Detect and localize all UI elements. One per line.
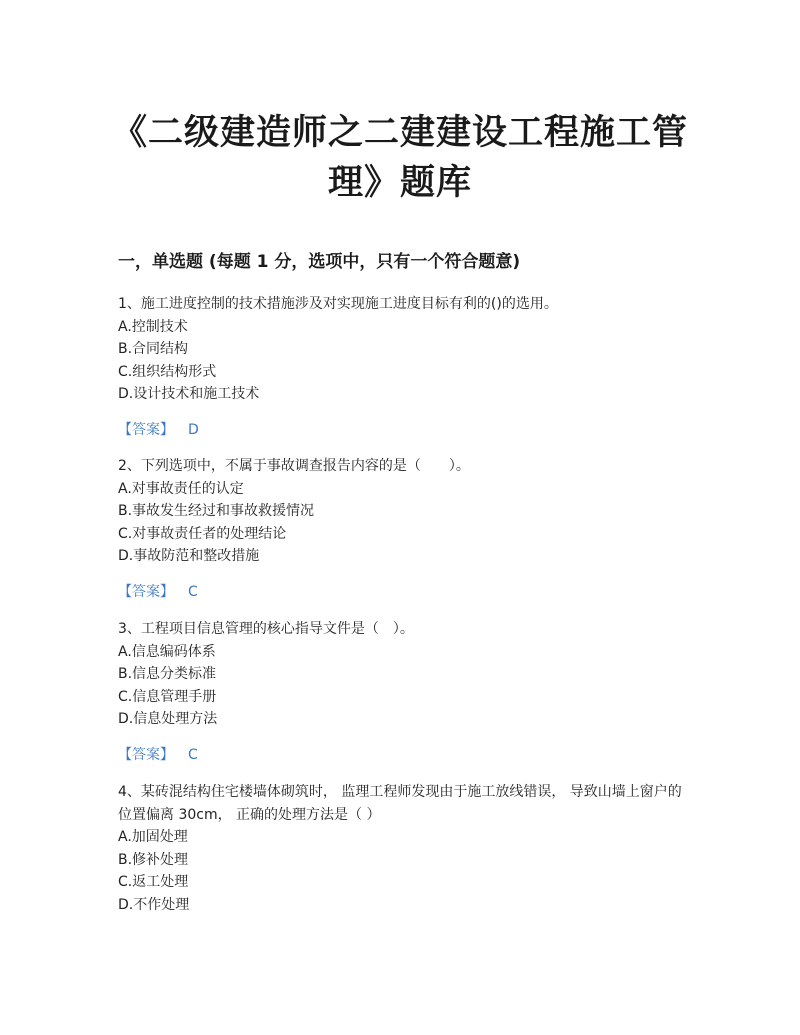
option-c: C.返工处理 <box>118 874 189 890</box>
answer-value: C <box>188 746 198 763</box>
question-4 <box>118 781 693 916</box>
option-d: D.设计技术和施工技术 <box>118 386 260 402</box>
answer-label: 【答案】 <box>118 746 174 763</box>
document-title: 《二级建造师之二建建设工程施工管理》题库 <box>111 113 688 203</box>
answer-line <box>118 744 693 767</box>
answer-line <box>118 419 693 442</box>
question-text: 2、下列选项中，不属于事故调查报告内容的是（ ）。 <box>118 458 470 474</box>
section-heading: 一，单选题 (每题 1 分，选项中，只有一个符合题意) <box>118 252 521 272</box>
option-d: D.不作处理 <box>118 896 190 913</box>
question-3 <box>118 618 693 766</box>
answer-line <box>118 581 693 604</box>
answer-label: 【答案】 <box>118 583 174 600</box>
answer-value: D <box>188 421 199 438</box>
question-2 <box>118 455 693 603</box>
option-c: C.组织结构形式 <box>118 363 217 380</box>
option-b: B.修补处理 <box>118 851 189 868</box>
question-text: 4、某砖混结构住宅楼墙体砌筑时， 监理工程师发现由于施工放线错误， 导致山墙上窗户的位置偏离 30cm， 正确的处理方法是（ ） <box>118 784 682 823</box>
option-d: D.事故防范和整改措施 <box>118 548 260 564</box>
question-text: 3、工程项目信息管理的核心指导文件是（ ）。 <box>118 621 414 637</box>
question-1 <box>118 293 693 441</box>
question-text: 1、施工进度控制的技术措施涉及对实现施工进度目标有利的()的选用。 <box>118 296 558 312</box>
option-b: B.事故发生经过和事故救援情况 <box>118 503 315 519</box>
answer-label: 【答案】 <box>118 421 174 438</box>
answer-value: C <box>188 583 198 600</box>
option-d: D.信息处理方法 <box>118 711 218 727</box>
option-a: A.加固处理 <box>118 829 188 845</box>
option-c: C.对事故责任者的处理结论 <box>118 525 287 542</box>
option-b: B.合同结构 <box>118 341 189 357</box>
option-a: A.控制技术 <box>118 318 188 335</box>
option-c: C.信息管理手册 <box>118 688 217 705</box>
option-b: B.信息分类标准 <box>118 666 217 682</box>
option-a: A.对事故责任的认定 <box>118 480 244 497</box>
option-a: A.信息编码体系 <box>118 643 216 660</box>
